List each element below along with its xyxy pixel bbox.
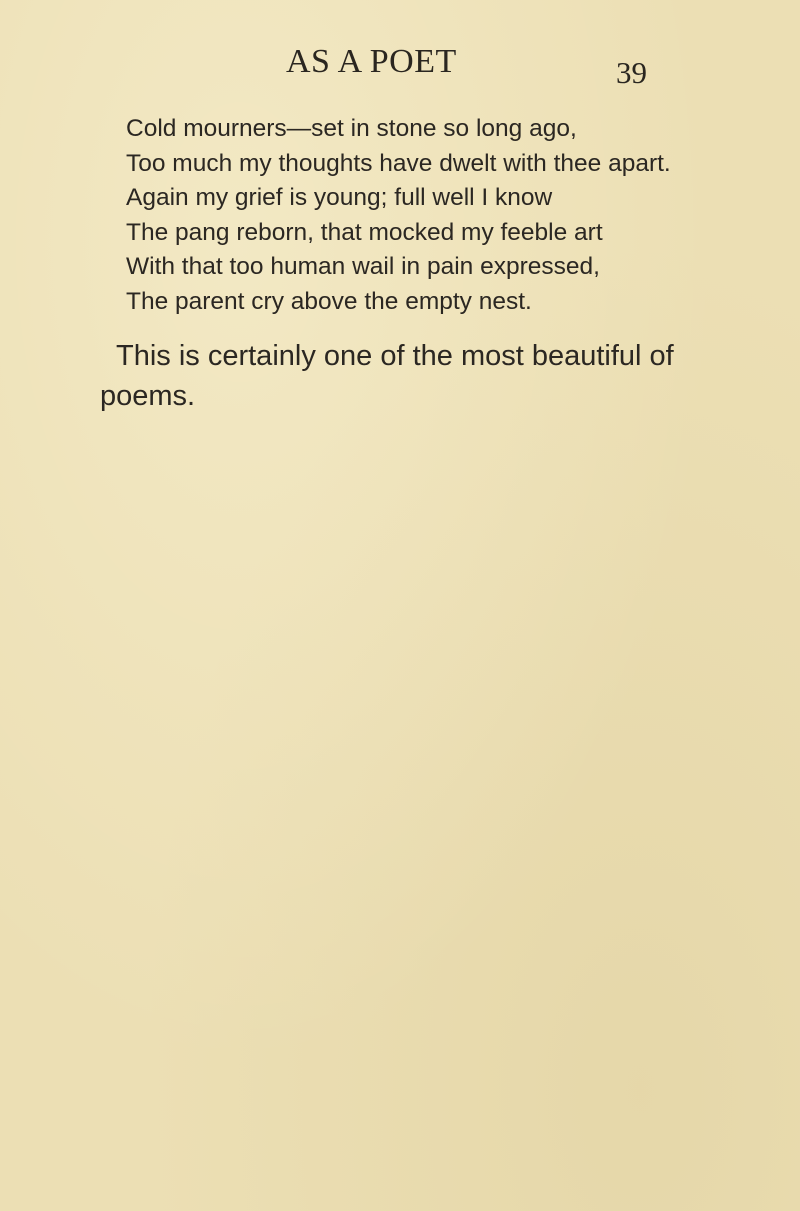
commentary-line: This is certainly one of the most beautiful of [116, 340, 674, 372]
page-number: 39 [616, 55, 647, 90]
commentary-paragraph [100, 336, 740, 416]
poem-stanza [126, 112, 746, 319]
poem-line: Too much my thoughts have dwelt with thee apart. [126, 149, 671, 177]
poem-line: Again my grief is young; full well I know [126, 184, 553, 211]
running-title: AS A POET [286, 43, 457, 80]
poem-line: The pang reborn, that mocked my feeble art [126, 218, 603, 246]
commentary-line: poems. [100, 380, 196, 412]
poem-line: Cold mourners—set in stone so long ago, [126, 115, 577, 142]
poem-line: With that too human wail in pain expressed, [126, 253, 600, 280]
poem-line: The parent cry above the empty nest. [126, 287, 532, 315]
running-head [0, 42, 800, 90]
